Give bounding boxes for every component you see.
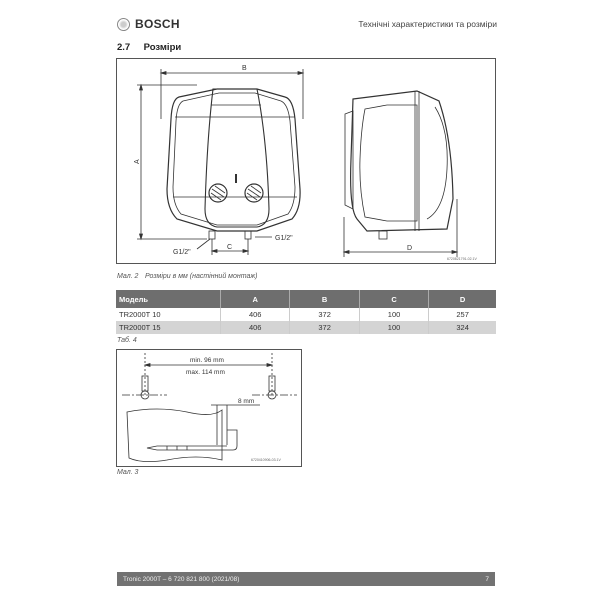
dim-label-c: C [227, 244, 233, 251]
page-footer [117, 572, 495, 586]
figure-2-caption-label: Мал. 2 [117, 273, 139, 280]
chapter-heading: Технічні характеристики та розміри [358, 19, 497, 29]
figure-ref-code: 6720410906-03.1V [251, 458, 281, 462]
figure-2-caption-text: Розміри в мм (настінний монтаж) [144, 273, 258, 280]
table-row [116, 308, 496, 321]
section-title-text: Розміри [143, 42, 182, 53]
col-header-a: A [221, 290, 290, 308]
dim-label-a: A [134, 159, 141, 164]
wall-mounting-drawing [117, 350, 301, 466]
col-header-model: Модель [116, 290, 221, 308]
max-spacing-label: max. 114 mm [186, 369, 225, 376]
footer-doc-info: Tronic 2000T – 6 720 821 800 (2021/08) [123, 575, 240, 583]
connection-label-left: G1/2" [173, 249, 191, 256]
water-heater-drawing [117, 59, 495, 263]
depth-label: 8 mm [238, 398, 255, 405]
connection-label-right: G1/2" [275, 235, 293, 242]
cell-d: 324 [429, 321, 496, 334]
bosch-armature-icon [117, 18, 130, 31]
cell-c: 100 [359, 308, 428, 321]
cell-d: 257 [429, 308, 496, 321]
cell-model: TR2000T 15 [116, 321, 221, 334]
cell-b: 372 [290, 321, 359, 334]
figure-3-mounting-drawing [116, 349, 302, 467]
dimensions-table [116, 290, 496, 334]
page-number: 7 [485, 575, 489, 583]
figure-3-caption: Мал. 3 [117, 469, 139, 476]
figure-2-dimensions-drawing [116, 58, 496, 264]
col-header-b: B [290, 290, 359, 308]
table-caption: Таб. 4 [117, 337, 137, 344]
cell-a: 406 [221, 321, 290, 334]
cell-model: TR2000T 10 [116, 308, 221, 321]
cell-a: 406 [221, 308, 290, 321]
cell-c: 100 [359, 321, 428, 334]
table-row [116, 321, 496, 334]
dim-label-d: D [407, 245, 413, 252]
dim-label-b: B [242, 65, 247, 72]
cell-b: 372 [290, 308, 359, 321]
section-title [117, 42, 181, 53]
dimensions-table-wrapper [116, 290, 496, 334]
figure-2-caption [117, 273, 258, 280]
bosch-logo [117, 17, 180, 31]
section-number: 2.7 [117, 42, 131, 53]
col-header-d: D [429, 290, 496, 308]
col-header-c: C [359, 290, 428, 308]
table-header-row [116, 290, 496, 308]
brand-name: BOSCH [135, 17, 180, 31]
figure-ref-code: 6720821791-02.1V [447, 257, 477, 261]
min-spacing-label: min. 96 mm [190, 357, 224, 364]
